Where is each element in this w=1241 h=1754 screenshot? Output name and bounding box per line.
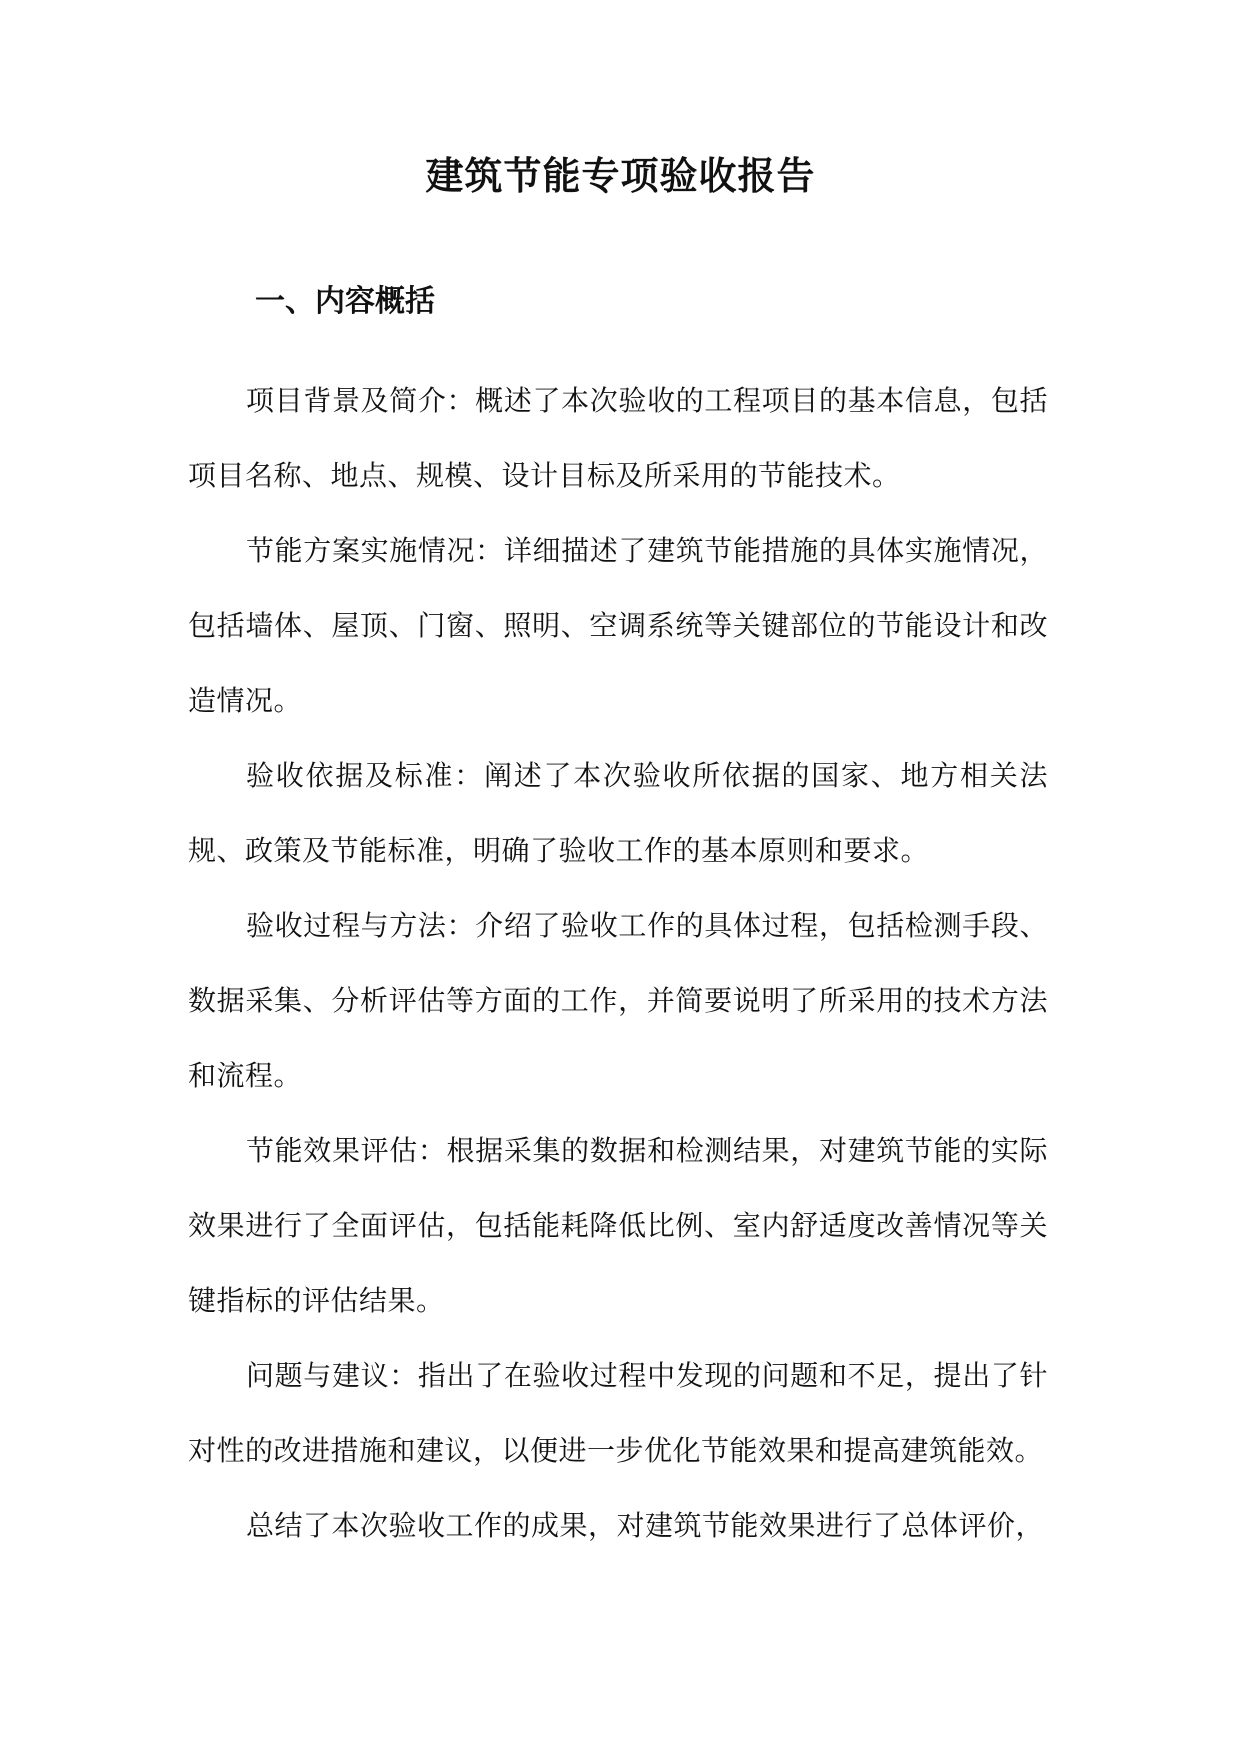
- paragraph-project-background: 项目背景及简介：概述了本次验收的工程项目的基本信息，包括项目名称、地点、规模、设计目标及所采用的节能技术。: [188, 384, 1048, 492]
- paragraph-implementation: 节能方案实施情况：详细描述了建筑节能措施的具体实施情况，包括墙体、屋顶、门窗、照明、空调系统等关键部位的节能设计和改造情况。: [188, 534, 1048, 717]
- paragraph-summary: 总结了本次验收工作的成果，对建筑节能效果进行了总体评价，: [246, 1509, 1045, 1542]
- paragraph-process-methods: 验收过程与方法：介绍了验收工作的具体过程，包括检测手段、数据采集、分析评估等方面的工作，并简要说明了所采用的技术方法和流程。: [188, 909, 1048, 1092]
- section-heading: 一、内容概括: [255, 284, 435, 319]
- paragraph-effect-evaluation: 节能效果评估：根据采集的数据和检测结果，对建筑节能的实际效果进行了全面评估，包括能耗降低比例、室内舒适度改善情况等关键指标的评估结果。: [188, 1134, 1048, 1317]
- paragraph-standards: 验收依据及标准：阐述了本次验收所依据的国家、地方相关法规、政策及节能标准，明确了验收工作的基本原则和要求。: [188, 759, 1048, 867]
- document-title: 建筑节能专项验收报告: [425, 153, 816, 198]
- paragraph-issues-suggestions: 问题与建议：指出了在验收过程中发现的问题和不足，提出了针对性的改进措施和建议，以便进一步优化节能效果和提高建筑能效。: [188, 1359, 1048, 1467]
- section-body: [188, 363, 1048, 1563]
